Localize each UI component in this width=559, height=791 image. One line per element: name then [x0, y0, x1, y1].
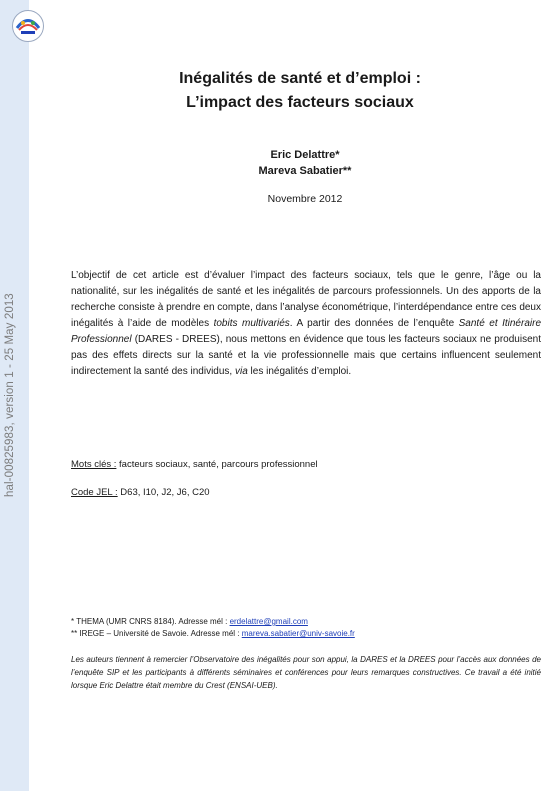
publication-date: Novembre 2012: [267, 193, 343, 205]
abstract-text-2: . A partir des données de l’enquête: [289, 318, 459, 329]
author-1: Eric Delattre*: [270, 149, 340, 161]
footnote-1: [71, 616, 541, 628]
hal-logo-icon: [11, 9, 45, 43]
jel-codes: [71, 486, 531, 500]
abstract-survey: Santé et Itinéraire Professionnel: [71, 318, 542, 345]
abstract-text-1: L’objectif de cet article est d’évaluer l’impact des facteurs sociaux, tels que le genre, l’âge ou la nationalité, sur les inégalités de santé et les inégalités de parcours professionnels. Un des apports de la recherche consiste à prendre en compte, dans l’analyse économétrique, l’interdépendance entre ces deux inégalités à l’aide de modèles: [71, 270, 541, 329]
abstract-text-4: les inégalités d’emploi.: [247, 366, 352, 377]
keywords: [71, 458, 531, 472]
hal-identifier: hal-00825983, version 1 - 25 May 2013: [4, 293, 16, 497]
email-link-2[interactable]: mareva.sabatier@univ-savoie.fr: [241, 629, 355, 638]
abstract-text-3: (DARES - DREES), nous mettons en évidence que tous les facteurs sociaux ne produisent pas des effets directs sur la santé et la vie professionnelle mais que certains influencent seulement indirectement la santé des individus,: [71, 334, 541, 377]
abstract-via: via: [234, 366, 248, 377]
keywords-value: facteurs sociaux, santé, parcours professionnel: [116, 459, 318, 470]
footnote-2-text: ** IREGE – Université de Savoie. Adresse mél :: [71, 629, 242, 638]
author-2: Mareva Sabatier**: [258, 165, 352, 177]
abstract-tobits: tobits multivariés: [213, 318, 290, 329]
footnote-2: [71, 628, 541, 640]
acknowledgements: Les auteurs tiennent à remercier l’Observatoire des inégalités pour son appui, la DARES et la DREES pour l’accès aux données de l’enquête SIP et les participants à différents séminaires et conférences pour leurs remarques constructives. Ce travail a été initié lorsque Eric Delattre était membre du Crest (ENSAI-UEB).: [71, 655, 541, 690]
jel-value: D63, I10, J2, J6, C20: [117, 487, 210, 498]
footnote-1-text: * THEMA (UMR CNRS 8184). Adresse mél :: [71, 617, 230, 626]
email-link-1[interactable]: erdelattre@gmail.com: [229, 617, 308, 626]
keywords-label: Mots clés :: [71, 459, 117, 470]
jel-label: Code JEL :: [71, 487, 118, 498]
paper-title-line-1: Inégalités de santé et d’emploi :: [179, 70, 421, 87]
abstract: [71, 268, 541, 380]
paper-title-line-2: L’impact des facteurs sociaux: [186, 94, 414, 111]
